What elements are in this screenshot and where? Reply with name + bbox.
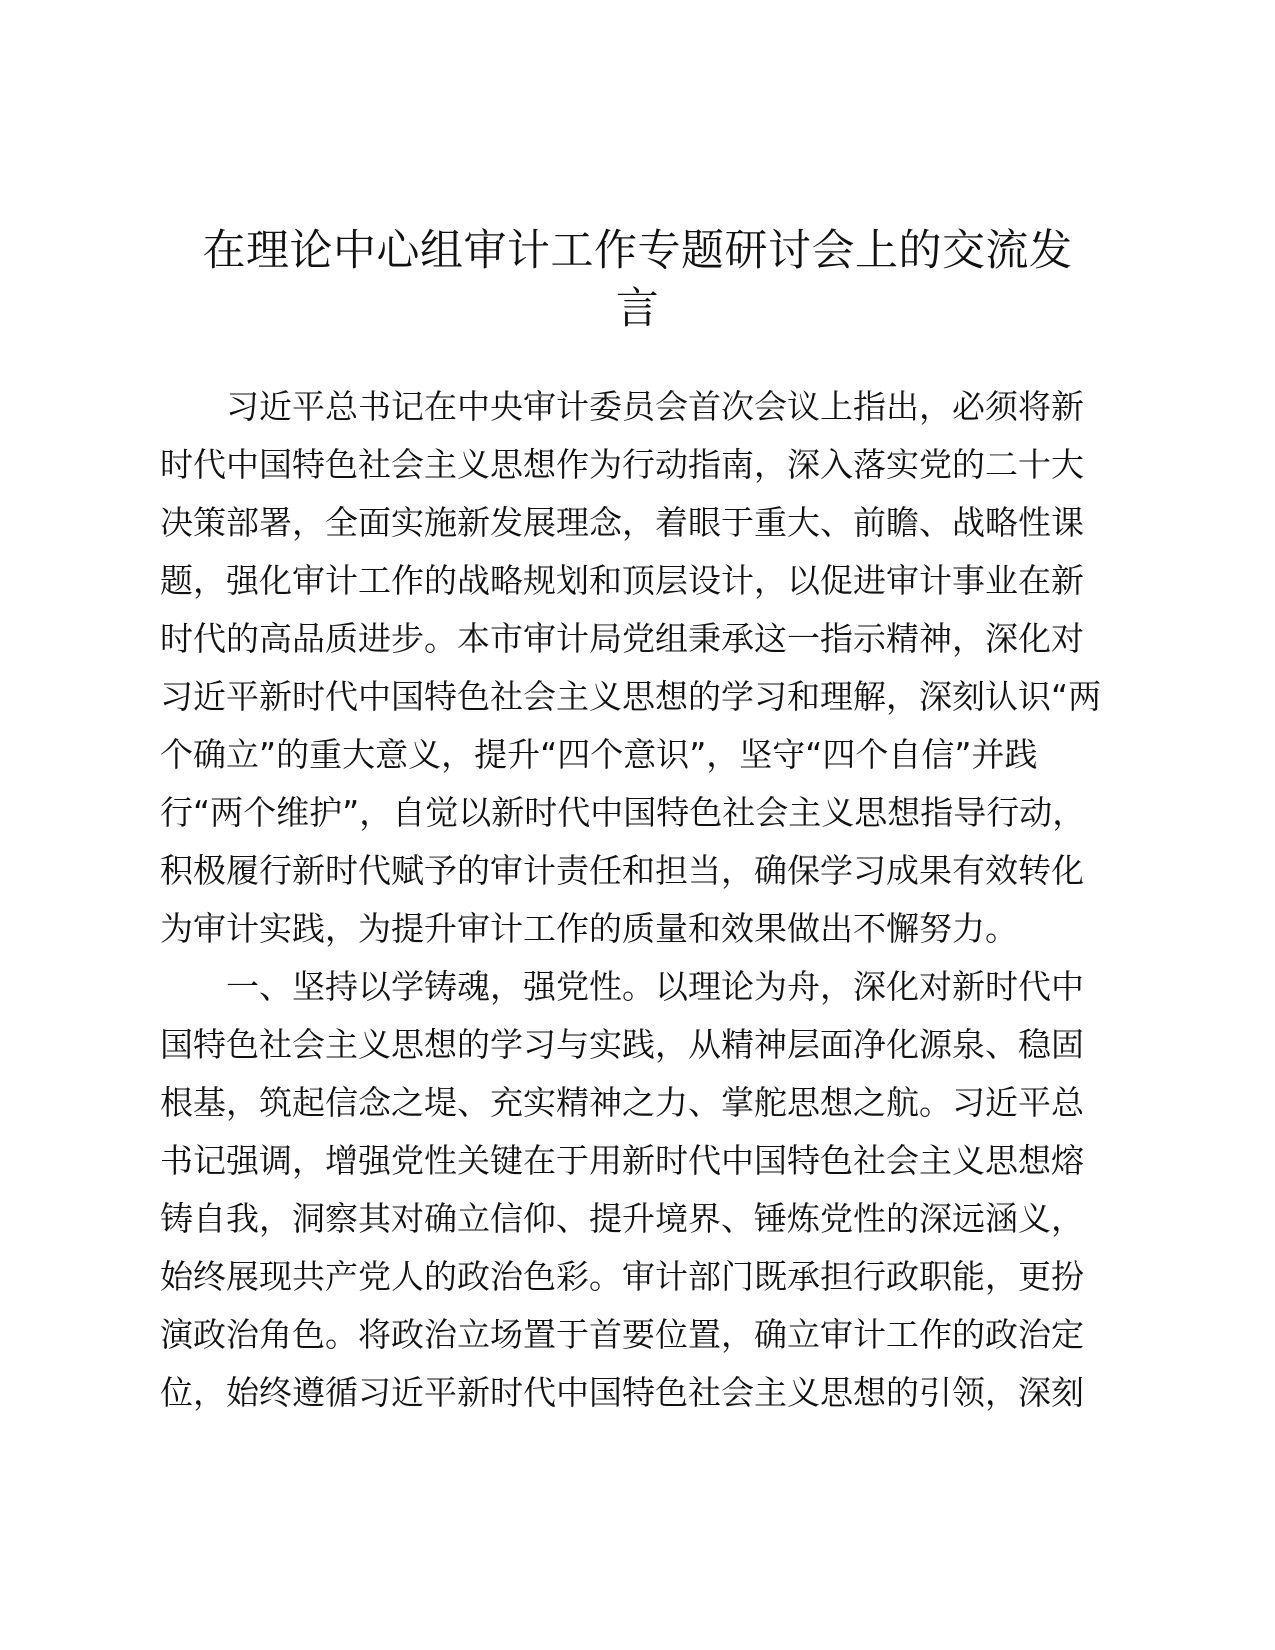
body-line: 书记强调，增强党性关键在于用新时代中国特色社会主义思想熔 bbox=[160, 1141, 1084, 1180]
body-line: 演政治角色。将政治立场置于首要位置，确立审计工作的政治定 bbox=[160, 1315, 1084, 1354]
body-line: 时代中国特色社会主义思想作为行动指南，深入落实党的二十大 bbox=[160, 445, 1084, 484]
body-line: 习近平总书记在中央审计委员会首次会议上指出，必须将新 bbox=[226, 387, 1084, 426]
title-line-1: 在理论中心组审计工作专题研讨会上的交流发 bbox=[202, 226, 1073, 276]
title-line-2: 言 bbox=[615, 284, 660, 334]
body-line: 始终展现共产党人的政治色彩。审计部门既承担行政职能，更扮 bbox=[160, 1257, 1084, 1296]
body-line: 习近平新时代中国特色社会主义思想的学习和理解，深刻认识“两 bbox=[160, 677, 1102, 716]
body-line: 题，强化审计工作的战略规划和顶层设计，以促进审计事业在新 bbox=[160, 561, 1084, 600]
document-body bbox=[160, 378, 1115, 1422]
body-line: 国特色社会主义思想的学习与实践，从精神层面净化源泉、稳固 bbox=[160, 1025, 1084, 1064]
body-line: 一、坚持以学铸魂，强党性。以理论为舟，深化对新时代中 bbox=[226, 967, 1084, 1006]
body-line: 个确立”的重大意义，提升“四个意识”，坚守“四个自信”并践 bbox=[160, 735, 1038, 774]
body-line: 位，始终遵循习近平新时代中国特色社会主义思想的引领，深刻 bbox=[160, 1373, 1084, 1412]
body-line: 积极履行新时代赋予的审计责任和担当，确保学习成果有效转化 bbox=[160, 851, 1084, 890]
body-line: 铸自我，洞察其对确立信仰、提升境界、锤炼党性的深远涵义， bbox=[160, 1199, 1084, 1238]
body-line: 行“两个维护”，自觉以新时代中国特色社会主义思想指导行动， bbox=[160, 793, 1086, 832]
body-line: 决策部署，全面实施新发展理念，着眼于重大、前瞻、战略性课 bbox=[160, 503, 1084, 542]
body-line: 根基，筑起信念之堤、充实精神之力、掌舵思想之航。习近平总 bbox=[160, 1083, 1084, 1122]
body-line: 为审计实践，为提升审计工作的质量和效果做出不懈努力。 bbox=[160, 909, 1018, 948]
document-title bbox=[160, 222, 1115, 338]
body-line: 时代的高品质进步。本市审计局党组秉承这一指示精神，深化对 bbox=[160, 619, 1084, 658]
